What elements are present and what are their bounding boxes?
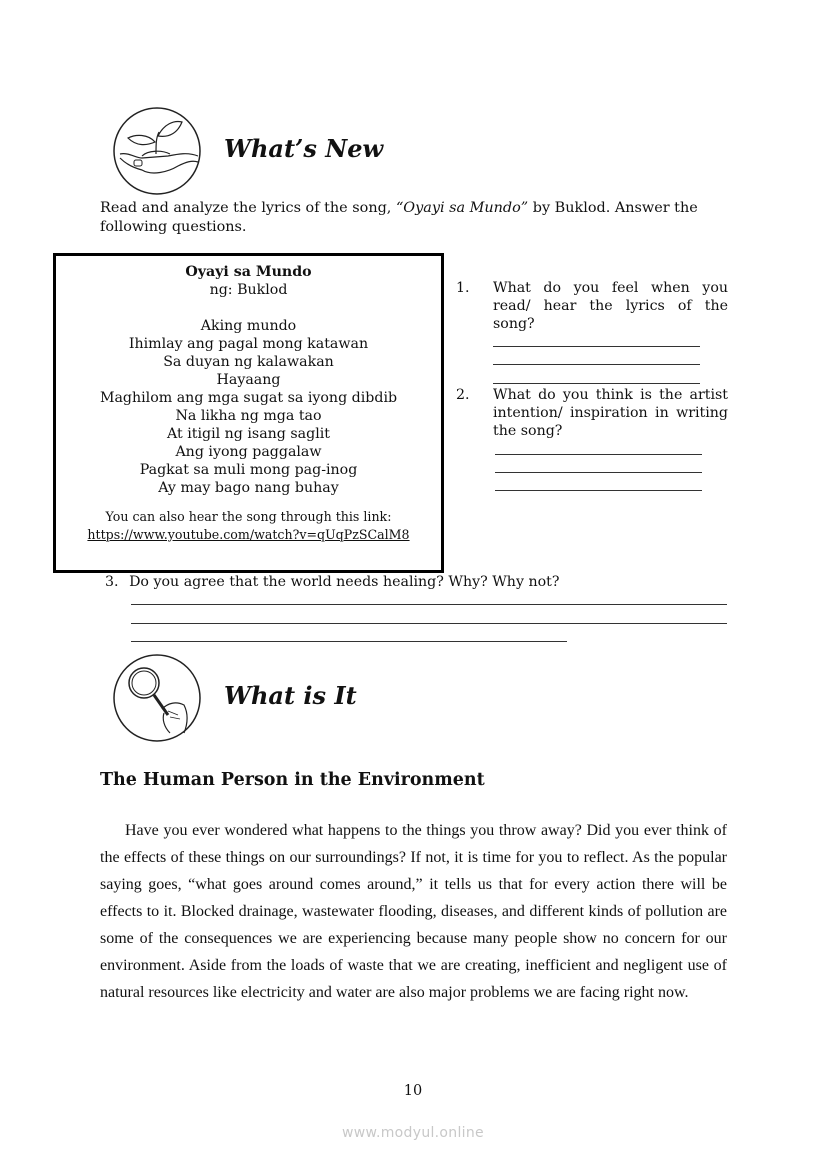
intro-text [100,199,730,237]
question-3 [105,573,559,591]
question-2 [456,386,728,496]
answer-line[interactable] [131,641,567,642]
lyric-line: Ay may bago nang buhay [158,480,339,496]
section-paragraph [100,817,727,1006]
question-text: Do you agree that the world needs healing? Why? Why not? [129,574,560,590]
what-is-it-title: What is It [224,681,357,710]
page-number: 10 [403,1083,423,1099]
watermark: www.modyul.online [342,1125,484,1141]
lyric-line: Na likha ng mga tao [175,408,322,424]
question-text: What do you think is the artist intention/ inspiration in writing the song? [493,387,728,439]
lyric-line: Maghilom ang mga sugat sa iyong dibdib [99,390,398,406]
song-link[interactable]: https://www.youtube.com/watch?v=qUqPzSCalM8 [87,527,410,542]
lyric-line: Aking mundo [200,318,297,334]
paragraph-text: Have you ever wondered what happens to the things you throw away? Did you ever think of the effects of these things on our surroundings? If not, it is time for you to reflect. As the popular saying goes, “what goes around comes around,” it tells us that for every action there will be effects to it. Blocked drainage, wastewater flooding, diseases, and different kinds of pollution are some of the consequences we are experiencing because many people show no concern for our environment. Aside from the loads of waste that we are creating, inefficient and negligent use of natural resources like electricity and water are also major problems we are facing right now. [100,822,727,1001]
answer-line[interactable] [495,490,702,491]
song-artist: ng: Buklod [209,282,288,298]
song-title: Oyayi sa Mundo [185,264,312,280]
whats-new-title: What’s New [224,134,384,163]
lyric-line: At itigil ng isang saglit [167,426,330,442]
question-number: 3. [105,574,119,590]
answer-line[interactable] [131,604,727,605]
lyric-line: Pagkat sa muli mong pag-inog [139,462,358,478]
song-title-italic: “Oyayi sa Mundo” [395,200,529,216]
hand-holding-plant-icon [112,106,202,196]
intro-after: by Buklod. Answer the following questions. [100,200,698,235]
answer-line[interactable] [493,364,700,365]
intro-before: Read and analyze the lyrics of the song, [100,200,396,216]
answer-line[interactable] [493,346,700,347]
answer-line[interactable] [495,472,702,473]
lyric-line: Ang iyong paggalaw [175,444,322,460]
answer-line[interactable] [493,383,700,384]
question-number: 2. [456,387,470,403]
lyrics-box [53,253,444,573]
question-text: What do you feel when you read/ hear the lyrics of the song? [493,280,728,332]
lyric-line: Ihimlay ang pagal mong katawan [128,336,369,352]
link-note: You can also hear the song through this link: [105,509,392,524]
question-1 [456,279,728,389]
lyric-line: Hayaang [216,372,281,388]
question-number: 1. [456,280,470,296]
magnifying-glass-hand-icon [112,653,202,743]
section-heading: The Human Person in the Environment [100,770,485,790]
answer-line[interactable] [131,623,727,624]
answer-line[interactable] [495,454,702,455]
lyric-line: Sa duyan ng kalawakan [163,354,334,370]
